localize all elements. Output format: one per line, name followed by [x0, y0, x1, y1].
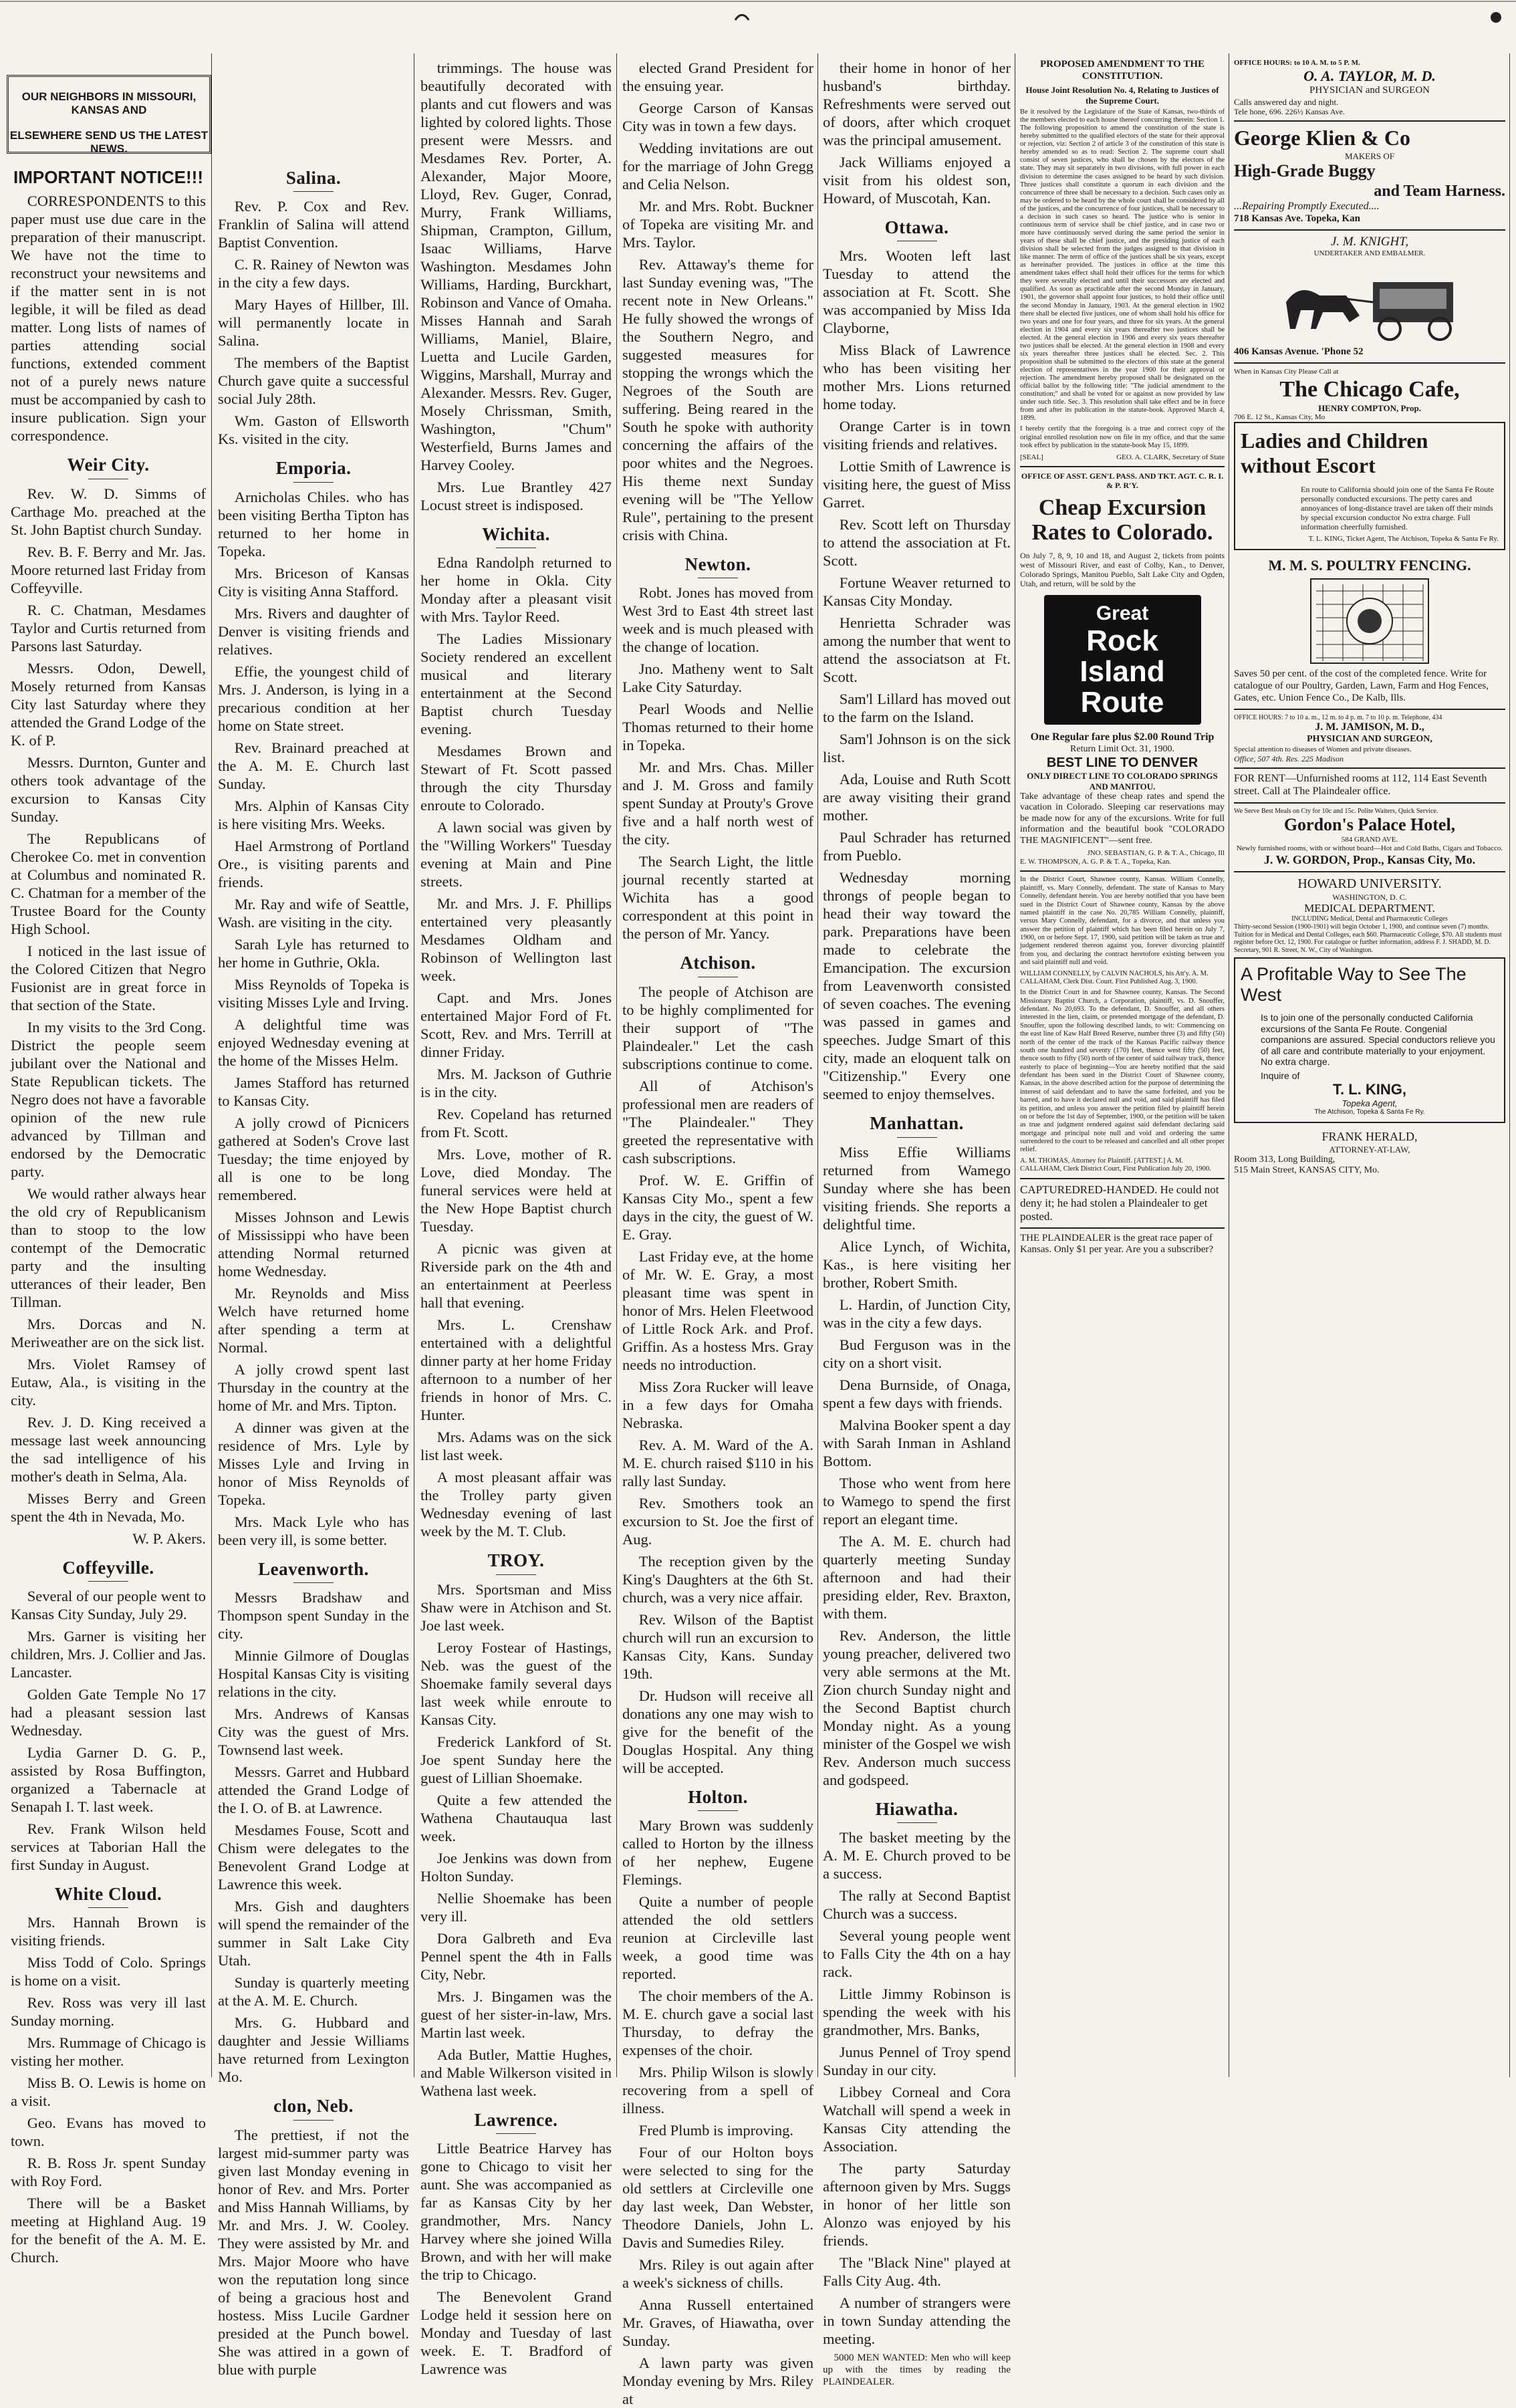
news-item: Quite a number of people attended the old settlers reunion at Circleville last week, a good time was reported. — [622, 1893, 813, 1983]
knight-address: 406 Kansas Avenue. 'Phone 52 — [1234, 346, 1364, 358]
news-item: Geo. Evans has moved to town. — [11, 2115, 206, 2150]
holton-items — [622, 1816, 813, 2408]
jamison-name: J. M. JAMISON, M. D., — [1315, 721, 1424, 733]
news-item: Mrs. Gish and daughters will spend the remainder of the summer in Salt Lake City Utah. — [218, 1898, 409, 1969]
great-race-paper: THE PLAINDEALER is the great race paper of Kansas. Only $1 per year. Are you a subscriber? — [1020, 1232, 1214, 1255]
news-item: Messrs. Durnton, Gunter and others took advantage of the excursion to Kansas City Sunday. — [11, 753, 206, 825]
ladies-signature: T. L. KING, Ticket Agent, The Atchison, Topeka & Santa Fe Ry. — [1308, 534, 1499, 543]
column-6 — [1020, 59, 1225, 2080]
heading-atchison: Atchison. — [622, 952, 813, 977]
news-item: Sunday is quarterly meeting at the A. M. E. Church. — [218, 1974, 409, 2010]
rock-body: Take advantage of these cheap rates and spend the vacation in Colorado. Sleeping car reservations may be made now for any of the excursions. Write for full information and the beautiful book "COLORADO THE MAGNIFICENT"—sent free. — [1020, 791, 1225, 846]
herald-address: 515 Main Street, KANSAS CITY, Mo. — [1234, 1165, 1380, 1176]
news-item: Miss Todd of Colo. Springs is home on a visit. — [11, 1954, 206, 1990]
news-item: Several young people went to Falls City the 4th on a hay rack. — [823, 1927, 1011, 1981]
news-item: Mr. Ray and wife of Seattle, Wash. are visiting in the city. — [218, 895, 409, 931]
news-item: Rev. Brainard preached at the A. M. E. Church last Sunday. — [218, 739, 409, 792]
profitable-body: Is to join one of the personally conducted California excursions of the Santa Fe Route. Congenial companions are assured. Special conductors relieve you of all care and contribute materially to your enjoyment. No extra charge. — [1261, 1012, 1495, 1068]
news-item: All of Atchison's professional men are readers of "The Plaindealer." They greeted the representative with cash subscriptions. — [622, 1077, 813, 1167]
news-item: Paul Schrader has returned from Pueblo. — [823, 829, 1011, 864]
col3-intro — [420, 59, 612, 514]
news-item: Wm. Gaston of Ellsworth Ks. visited in the city. — [218, 412, 409, 448]
klien-name: George Klien & Co — [1234, 126, 1410, 150]
news-item: Miss Reynolds of Topeka is visiting Misses Lyle and Irving. — [218, 975, 409, 1011]
news-item: The basket meeting by the A. M. E. Church proved to be a success. — [823, 1829, 1011, 1883]
news-item: Mrs. Philip Wilson is slowly recovering from a spell of illness. — [622, 2064, 813, 2117]
news-item: Sam'l Johnson is on the sick list. — [823, 731, 1011, 766]
profitable-name: T. L. KING, — [1333, 1081, 1406, 1098]
knight-title: UNDERTAKER AND EMBALMER. — [1313, 249, 1426, 258]
cafe-prop: HENRY COMPTON, Prop. — [1318, 402, 1421, 413]
news-item: Ada, Louise and Ruth Scott are away visiting their grand mother. — [823, 771, 1011, 824]
news-item: Miss Black of Lawrence who has been visiting her mother Mrs. Lions returned home today. — [823, 342, 1011, 413]
news-item: Last Friday eve, at the home of Mr. W. E. Gray, a most pleasant time was spent in honor of Mrs. Helen Fleetwood of Little Rock Ark. and Prof. Griffin. As a hostess Mrs. Gray needs no introduction. — [622, 1247, 813, 1373]
news-item: Quite a few attended the Wathena Chautauqua last week. — [420, 1791, 612, 1844]
leavenworth-items — [218, 1588, 409, 2086]
news-item: Rev. Copeland has returned from Ft. Scott. — [420, 1106, 612, 1141]
news-item: Mrs. Riley is out again after a week's sickness of chills. — [622, 2256, 813, 2292]
heading-leavenworth: Leavenworth. — [218, 1558, 409, 1583]
gordon-name: Gordon's Palace Hotel, — [1283, 815, 1456, 835]
cafe-when: When in Kansas City Please Call at — [1234, 367, 1339, 376]
news-item: A lawn social was given by the "Willing Workers" Tuesday evening at Main and Pine streets. — [420, 819, 612, 890]
ladies-body: En route to California should join one of the Santa Fe Route personally conducted excursions. The petty cares and annoyances of long-distance travel are taken off their minds by special excursion conductor No extra charge. Full information cheerfully furnished. — [1301, 484, 1494, 532]
fence-body: Saves 50 per cent. of the cost of the completed fence. Write for catalogue of our Poultry, Garden, Lawn, Farm and Hog Fences, Gates, etc. Union Fence Co., De Kalb, Ills. — [1234, 669, 1489, 703]
news-item: I noticed in the last issue of the Colored Citizen that Negro Fusionist are in great force in that section of the State. — [11, 942, 206, 1013]
news-item: Mary Hayes of Hillber, Ill. will permanently locate in Salina. — [218, 296, 409, 350]
news-item: Misses Berry and Green spent the 4th in Nevada, Mo. — [11, 1489, 206, 1525]
amendment-title: PROPOSED AMENDMENT TO THE CONSTITUTION. — [1039, 59, 1205, 82]
news-item: Mesdames Fouse, Scott and Chism were delegates to the Benevolent Grand Lodge at Lawrence this week. — [218, 1822, 409, 1893]
men-wanted: 5000 MEN WANTED: Men who will keep up with the times by reading the PLAINDEALER. — [823, 2353, 1011, 2388]
banner-line-2: ELSEWHERE SEND US THE LATEST NEWS. — [9, 129, 209, 155]
notice-title: IMPORTANT NOTICE!!! — [13, 167, 204, 187]
rock-signature-1: JNO. SEBASTIAN, G. P. & T. A., Chicago, Ill — [1087, 849, 1225, 858]
heading-manhattan: Manhattan. — [823, 1112, 1011, 1137]
taylor-phone: Tele hone, 696. 226½ Kansas Ave. — [1234, 106, 1345, 116]
column-1 — [11, 167, 206, 2266]
news-item: Minnie Gilmore of Douglas Hospital Kansas City is visiting relations in the city. — [218, 1647, 409, 1701]
column-5 — [823, 59, 1011, 2388]
taylor-title: PHYSICIAN and SURGEON — [1309, 84, 1430, 96]
rock-island-logo — [1044, 595, 1201, 725]
rock-best-line: BEST LINE TO DENVER — [1046, 755, 1198, 770]
news-item: Ada Butler, Mattie Hughes, and Mable Wilkerson visited in Wathena last week. — [420, 2046, 612, 2099]
news-item: James Stafford has returned to Kansas City. — [218, 1074, 409, 1109]
news-item: Arnicholas Chiles. who has been visiting Bertha Tipton has returned to her home in Topeka. — [218, 488, 409, 560]
gordon-serve: We Serve Best Meals on Cty for 10c and 15c. Polite Waiters, Quick Service. — [1234, 807, 1438, 815]
legal-notice-snouffer-sig: A. M. THOMAS, Attorney for Plaintiff. [ATTEST.] A. M. CALLAHAM, Clerk District Court, First Publication July 20, 1900. — [1020, 1157, 1211, 1173]
amendment-signature: GEO. A. CLARK, Secretary of State — [1116, 453, 1225, 461]
news-item: Jno. Matheny went to Salt Lake City Saturday. — [622, 660, 813, 696]
news-item: Dora Galbreth and Eva Pennel spent the 4th in Falls City, Nebr. — [420, 1929, 612, 1983]
gordon-prop: J. W. GORDON, Prop., Kansas City, Mo. — [1263, 852, 1476, 866]
news-item: Mrs. Sportsman and Miss Shaw were in Atchison and St. Joe last week. — [420, 1580, 612, 1634]
col4-intro — [622, 59, 813, 544]
weir-signature: W. P. Akers. — [132, 1530, 206, 1547]
profitable-ad-box — [1234, 957, 1505, 1123]
news-item: elected Grand President for the ensuing year. — [622, 59, 813, 94]
news-item: Dr. Hudson will receive all donations any one may wish to give for the benefit of the Douglas Hospital. Any thing will be accepted. — [622, 1687, 813, 1776]
banner-box — [7, 75, 211, 154]
legal-notice-connelly: In the District Court, Shawnee county, Kansas. William Connelly, plaintiff, vs. Mary Connelly, defendant. The state of Kansas to Mary Connelly, defendant herein. You are hereby notified that you have been sued in the District Court of Shawnee county, Kansas by the above named plaintiff in the case No. 20,785 William Connelly, plaintiff, versus Mary Connelly, defendant, for a divorce, and that unless you answer the petition of plaintiff which has been filed herein on July 7, 1900, on or before Sept. 17, 1900, said petition will be taken as true and judgement rendered thereon against you, forever divorcing plaintiff from you, and declaring the contract heretofore existing between you and said plaintiff null and void. — [1020, 876, 1225, 967]
news-item: Rev. Smothers took an excursion to St. Joe the first of Aug. — [622, 1494, 813, 1548]
salina-items — [218, 197, 409, 448]
news-item: Effie, the youngest child of Mrs. J. Anderson, is lying in a precarious condition at her home on State street. — [218, 663, 409, 734]
news-item: Mrs. Briceson of Kansas City is visiting Anna Stafford. — [218, 564, 409, 600]
weir-items — [11, 485, 206, 1526]
column-4 — [622, 59, 813, 2408]
klien-team: and Team Harness. — [1374, 182, 1505, 200]
news-item: Jack Williams enjoyed a visit from his oldest son, Howard, of Muscotah, Kan. — [823, 154, 1011, 207]
news-item: Junus Pennel of Troy spend Sunday in our city. — [823, 2044, 1011, 2079]
taylor-calls: Calls answered day and night. — [1234, 96, 1339, 107]
klien-grade: High-Grade Buggy — [1234, 161, 1376, 181]
coffeyville-items — [11, 1587, 206, 1874]
news-item: Rev. Attaway's theme for last Sunday evening was, "The recent note in New Orleans." He fully showed the wrongs of the Southern Negro, and suggested measures for stopping the wrongs which the Negroes of the South are suffering. Being reared in the South he spoke with authority concerning the affairs of the poor whites and the Negroes. His theme next Sunday evening will be "The Yellow Rule", pertaining to the present crisis with China. — [622, 256, 813, 544]
ottawa-items — [823, 247, 1011, 1103]
news-item: Rev. Ross was very ill last Sunday morning. — [11, 1994, 206, 2030]
news-item: The prettiest, if not the largest mid-summer party was given last Monday evening in honor of Rev. and Mrs. Porter and Miss Hannah Williams, by Mr. and Mrs. J. W. Cooley. They were assisted by Mr. and Mrs. Major Moore who have won the reputation long since of being a gracious host and hostess. Miss Lucile Gardner presided at the Punch bowel. She was attired in a gown of blue with purple — [218, 2126, 409, 2378]
news-item: Those who went from here to Wamego to spend the first report an elegant time. — [823, 1474, 1011, 1528]
news-item: Alice Lynch, of Wichita, Kas., is here visiting her brother, Robert Smith. — [823, 1237, 1011, 1291]
cheap-rates-body: On July 7, 8, 9, 10 and 18, and August 2, tickets from points west of Missouri River, and east of Colby, Kan., to Denver, Colorado Springs, Manitou Pueblo, Salt Lake City and Ogden, Utah, and return, will be sold by the — [1020, 550, 1225, 589]
news-item: Rev. Anderson, the little young preacher, delivered two very able sermons at the Mt. Zion church Sunday night and the Second Baptist church Monday night. As a young minister of the Gospel we wish Rev. Anderson much success and godspeed. — [823, 1627, 1011, 1788]
top-edge-artifact — [0, 0, 1516, 27]
klien-address: 718 Kansas Ave. Topeka, Kan — [1234, 213, 1360, 225]
gordon-address: 584 GRAND AVE. — [1341, 836, 1398, 844]
news-item: The people of Atchison are to be highly complimented for their support of "The Plaindealer." Let the cash subscriptions continue to come. — [622, 983, 813, 1072]
news-item: Orange Carter is in town visiting friends and relatives. — [823, 418, 1011, 453]
news-item: Mrs. Alphin of Kansas City is here visiting Mrs. Weeks. — [218, 797, 409, 832]
profitable-railway: The Atchison, Topeka & Santa Fe Ry. — [1314, 1108, 1425, 1116]
amendment-subtitle: House Joint Resolution No. 4, Relating to Justices of the Supreme Court. — [1025, 85, 1219, 106]
news-item: A number of strangers were in town Sunday attending the meeting. — [823, 2294, 1011, 2348]
news-item: A dinner was given at the residence of Mrs. Lyle by Misses Lyle and Irving in honor of Miss Reynolds of Topeka. — [218, 1419, 409, 1508]
news-item: In my visits to the 3rd Cong. District the people seem jubilant over the National and State Republican tickets. The Negro does not have a favorable opinion of the new rule advanced by Tillman and endorsed by the Democratic party. — [11, 1018, 206, 1180]
column-3 — [420, 59, 612, 2378]
news-item: Mr. and Mrs. Chas. Miller and J. M. Gross and family spent Sunday at Prouty's Grove five and a half north west of the city. — [622, 759, 813, 848]
heading-newton: Newton. — [622, 554, 813, 578]
heading-ottawa: Ottawa. — [823, 217, 1011, 241]
news-item: Mesdames Brown and Stewart of Ft. Scott passed through the city Thursday enroute to Colorado. — [420, 743, 612, 814]
captured-red-handed: CAPTUREDRED-HANDED. He could not deny it; he had stolen a Plaindealer to get posted. — [1020, 1183, 1219, 1223]
cafe-address: 706 E. 12 St., Kansas City, Mo — [1234, 413, 1325, 422]
news-item: Robt. Jones has moved from West 3rd to East 4th street last week and is much pleased with the change of location. — [622, 584, 813, 656]
herald-title: ATTORNEY-AT-LAW, — [1329, 1144, 1410, 1155]
news-item: Rev. Scott left on Thursday to attend the association at Ft. Scott. — [823, 516, 1011, 570]
news-item: Malvina Booker spent a day with Sarah Inman in Ashland Bottom. — [823, 1416, 1011, 1469]
news-item: The Search Light, the little journal recently started at Wichita has a good correspondent at this point in the person of Mr. Yancy. — [622, 853, 813, 943]
ladies-title: Ladies and Children without Escort — [1241, 429, 1428, 477]
emporia-items — [218, 488, 409, 1549]
news-item: Libbey Corneal and Cora Watchall will spend a week in Kansas City attending the Association. — [823, 2084, 1011, 2155]
jamison-address: Office, 507 4th. Res. 225 Madison — [1234, 753, 1344, 763]
howard-name: HOWARD UNIVERSITY. — [1297, 876, 1442, 892]
herald-room: Room 313, Long Building, — [1234, 1154, 1336, 1165]
news-item: Henrietta Schrader was among the number that went to attend the associatson at Ft. Scott. — [823, 614, 1011, 686]
news-item: A jolly crowd of Picnicers gathered at Soden's Crove last Tuesday; the time enjoyed by all is one to be long remembered. — [218, 1114, 409, 1203]
news-item: Mrs. Andrews of Kansas City was the guest of Mrs. Townsend last week. — [218, 1705, 409, 1759]
news-item: Pearl Woods and Nellie Thomas returned to their home in Topeka. — [622, 701, 813, 754]
news-item: The Ladies Missionary Society rendered an excellent musical and literary entertainment at the Second Baptist church Tuesday evening. — [420, 630, 612, 738]
news-item: R. C. Chatman, Mesdames Taylor and Curtis returned from Parsons last Saturday. — [11, 601, 206, 654]
cheap-rates-headline: Cheap Excursion Rates to Colorado. — [1031, 495, 1213, 546]
news-item: Rev. A. M. Ward of the A. M. E. church raised $110 in his rally last Sunday. — [622, 1436, 813, 1489]
news-item: Mrs. Dorcas and N. Meriweather are on the sick list. — [11, 1315, 206, 1350]
news-item: Lottie Smith of Lawrence is visiting here, the guest of Miss Garret. — [823, 458, 1011, 511]
profitable-inquire: Inquire of — [1261, 1070, 1300, 1081]
news-item: Leroy Fostear of Hastings, Neb. was the guest of the Shoemake family several days last week while enroute to Kansas City. — [420, 1639, 612, 1728]
profitable-agent: Topeka Agent, — [1342, 1098, 1398, 1109]
news-item: Little Jimmy Robinson is spending the week with his grandmother, Mrs. Banks, — [823, 1985, 1011, 2039]
news-item: Several of our people went to Kansas City Sunday, July 29. — [11, 1587, 206, 1622]
legal-notice-connelly-sig: WILLIAM CONNELLY, by CALVIN NACHOLS, his Att'y. A. M. CALLAHAM, Clerk Dist. Court. First Published Aug. 3, 1900. — [1020, 969, 1209, 985]
hiawatha-items — [823, 1828, 1011, 2348]
howard-dept: MEDICAL DEPARTMENT. — [1304, 901, 1435, 915]
amendment-certification: I hereby certify that the foregoing is a true and correct copy of the original enrolled resolution now on file in my office, and that the same took effect by publication in the statute-book May 15, 1899. — [1020, 425, 1225, 450]
news-item: Mr. and Mrs. Robt. Buckner of Topeka are visiting Mr. and Mrs. Taylor. — [622, 198, 813, 251]
legal-notice-snouffer: In the District Court in and for Shawnee county, Kansas. The Second Missionary Baptist Church, a Corporation, plaintiff, vs. D. Snouffer, defendant. No 20,693. To the defendant, D. Snouffer, and all others interested in the lien, claim, or pretended mortgage of the defendant, D. Snouffer, upon the following described lands, to wit: Commencing on the east line of Kaw Half Breed Reserve, number three (3) and fifty (50) north of the center of the track of the Kansas Pacific railway thence south one hundred and seventy (170) feet, thence west fifty (50) feet, thence south to fifty (50) north of the center of said railway track, thence easterly to place of beginning—You are hereby notified that the said defendant has been sued in the District Court of Shawnee county, Kansas, in the above described action for the purpose of determining the interest of said defendant and to have the same forfeited, and you be barred, and to have it declared null and void, and said plaintiff has filed its petition, and unless you answer the petition filed by plaintiff herein on or before the 1st day of September, 1900, or the petition will be taken as true and judgment rendered against said defendant declaring said mortgage and principal note null and void and ordering the same surrendered to the court to be released and cancelled and all other proper relief. — [1020, 989, 1225, 1154]
news-item: Sarah Lyle has returned to her home in Guthrie, Okla. — [218, 935, 409, 971]
notice-text: CORRESPONDENTS to this paper must use due care in the preparation of their manuscript. We have not the time to reconstruct your newsitems and if the matter sent in is not legible, it will be filed as dead matter. Long lists of names of parties attending social functions, extended comment not of a purely news nature must be accompanied by cash to insure publication. Sign your correspondence. — [11, 193, 206, 445]
news-item: Mrs. Violet Ramsey of Eutaw, Ala., is visiting in the city. — [11, 1355, 206, 1409]
news-item: Prof. W. E. Griffin of Kansas City Mo., spent a few days in the city, the guest of W. E. Gray. — [622, 1171, 813, 1243]
news-item: Fred Plumb is improving. — [638, 2122, 794, 2139]
news-item: Mrs. G. Hubbard and daughter and Jessie Williams have returned from Lexington Mo. — [218, 2014, 409, 2086]
manhattan-items — [823, 1143, 1011, 1789]
heading-salina: Salina. — [218, 167, 409, 192]
lawrence-items — [420, 2139, 612, 2378]
news-item: Miss Effie Williams returned from Wamego Sunday where she has been visiting friends. She reports a delightful time. — [823, 1143, 1011, 1233]
wichita-items — [420, 554, 612, 1540]
news-item: A jolly crowd spent last Thursday in the country at the home of Mr. and Mrs. Tipton. — [218, 1360, 409, 1414]
news-item: Capt. and Mrs. Jones entertained Major Ford of Ft. Scott, Rev. and Mrs. Terrill at dinner Friday. — [420, 989, 612, 1061]
news-item: Mrs. Garner is visiting her children, Mrs. J. Collier and Jas. Lancaster. — [11, 1627, 206, 1681]
news-item: Rev. Wilson of the Baptist church will run an excursion to Kansas City, Kans. Sunday 19th. — [622, 1610, 813, 1682]
news-item: Mrs. Rivers and daughter of Denver is visiting friends and relatives. — [218, 604, 409, 658]
col5-intro — [823, 59, 1011, 207]
herald-name: FRANK HERALD, — [1321, 1130, 1418, 1144]
news-item: The Republicans of Cherokee Co. met in convention at Columbus and nominated R. C. Chatman for a member of the Trustee Board for the County High School. — [11, 830, 206, 937]
news-item: Four of our Holton boys were selected to sing for the old settlers at Circleville one day last week, Dan Webster, Theodore Daniels, John L. Davis and Sumedies Riley. — [622, 2144, 813, 2252]
news-item: Anna Russell entertained Mr. Graves, of Hiawatha, over Sunday. — [622, 2296, 813, 2350]
howard-body: Thirty-second Session (1900-1901) will begin October 1, 1900, and continue seven (7) months. Tuition for in Medical and Dental Colleges, each $60. Pharmaceutic College, $70. All students must register before Oct. 12, 1900. For catalogue or further information, address F. J. SHADD, M. D. Secretary, 901 R. Street, N. W., City of Washington. — [1234, 923, 1502, 955]
news-item: A lawn party was given Monday evening by Mrs. Riley at — [622, 2355, 813, 2408]
news-item: Sam'l Lillard has moved out to the farm on the Island. — [823, 691, 1011, 726]
cafe-name: The Chicago Cafe, — [1279, 376, 1460, 402]
howard-including: INCLUDING Medical, Dental and Pharmaceutic Colleges — [1291, 915, 1448, 923]
news-item: Frederick Lankford of St. Joe spent Sunday here the guest of Lillian Shoemake. — [420, 1733, 612, 1786]
rock-limit: Return Limit Oct. 31, 1900. — [1070, 744, 1174, 755]
rock-only-line: ONLY DIRECT LINE TO COLORADO SPRINGS AND MANITOU. — [1027, 771, 1218, 792]
jamison-body: Special attention to diseases of Women and private diseases. — [1234, 745, 1412, 753]
news-item: Mary Brown was suddenly called to Horton by the illness of her nephew, Eugene Flemings. — [622, 1817, 813, 1889]
news-item: George Carson of Kansas City was in town a few days. — [622, 100, 813, 134]
news-item: Hael Armstrong of Portland Ore., is visiting parents and friends. — [218, 837, 409, 890]
news-item: A delightful time was enjoyed Wednesday evening at the home of the Misses Helm. — [218, 1015, 409, 1069]
news-item: Messrs. Odon, Dewell, Mosely returned from Kansas City last Saturday where they attended the Grand Lodge of the K. of P. — [11, 659, 206, 749]
news-item: Mrs. Wooten left last Tuesday to attend the association at Ft. Scott. She was accompanied by Miss Ida Clayborne, — [823, 247, 1011, 337]
heading-coffeyville: Coffeyville. — [11, 1557, 206, 1582]
news-item: The Benevolent Grand Lodge held it session here on Monday and Tuesday of last week. E. T. Bradford of Lawrence was — [420, 2288, 612, 2378]
rock-island-office: OFFICE OF ASST. GEN'L PASS. AND TKT. AGT. C. R. I. & P. R'Y. — [1021, 471, 1224, 490]
klien-repair: ...Repairing Promptly Executed.... — [1234, 201, 1380, 213]
jamison-title: PHYSICIAN AND SURGEON, — [1307, 734, 1432, 745]
news-item: Wednesday morning throngs of people began to head their way toward the park. Preparations have been made to celebrate the Emancipation. The excursion from Leavenworth consisted of seven coaches. The evening was passed in games and speeches. Judge Smart of this city, made an eloquent talk on "Citizenship." Every one seemed to enjoy themselves. — [823, 869, 1011, 1103]
rock-route: Route — [1080, 686, 1164, 719]
news-item: Rev. P. Cox and Rev. Franklin of Salina will attend Baptist Convention. — [218, 198, 409, 251]
news-item: Messrs Bradshaw and Thompson spent Sunday in the city. — [218, 1589, 409, 1643]
taylor-name: O. A. TAYLOR, M. D. — [1303, 67, 1436, 84]
news-item: Nellie Shoemake has been very ill. — [420, 1889, 612, 1925]
news-item: The reception given by the King's Daughters at the 6th St. church, was a very nice affair. — [622, 1552, 813, 1606]
news-item: A most pleasant affair was the Trolley party given Wednesday evening of last week by the M. T. Club. — [420, 1469, 612, 1540]
news-item: Miss B. O. Lewis is home on a visit. — [11, 2074, 206, 2110]
klien-makers: MAKERS OF — [1344, 150, 1395, 161]
news-item: Golden Gate Temple No 17 had a pleasant session last Wednesday. — [11, 1685, 206, 1739]
news-item: The A. M. E. church had quarterly meeting Sunday afternoon and had their presiding elder, Rev. Braxton, with them. — [823, 1532, 1011, 1622]
news-item: Wedding invitations are out for the marriage of John Gregg and Celia Nelson. — [622, 140, 813, 193]
fence-title: M. M. S. POULTRY FENCING. — [1268, 556, 1471, 574]
heading-white-cloud: White Cloud. — [11, 1883, 206, 1908]
profitable-title: A Profitable Way to See The West — [1241, 964, 1467, 1005]
heading-wichita: Wichita. — [420, 523, 612, 548]
amendment-seal: [SEAL] — [1020, 453, 1043, 461]
news-item: Lydia Garner D. G. P., assisted by Rosa Buffington, organized a Tabernacle at Senapah I. T. last week. — [11, 1743, 206, 1815]
news-item: Misses Johnson and Lewis of Mississippi who have been attending Normal returned home Wednesday. — [218, 1208, 409, 1280]
column-7 — [1234, 59, 1505, 2080]
news-item: Miss Zora Rucker will leave in a few days for Omaha Nebraska. — [622, 1378, 813, 1431]
for-rent: FOR RENT—Unfurnished rooms at 112, 114 East Seventh street. Call at The Plaindealer office. — [1234, 772, 1487, 797]
news-item: Rev. W. D. Simms of Carthage Mo. preached at the St. John Baptist church Sunday. — [11, 485, 206, 538]
news-item: The party Saturday afternoon given by Mrs. Suggs in honor of her little son Alonzo was enjoyed by his friends. — [823, 2160, 1011, 2250]
lincoln-items — [218, 2126, 409, 2379]
news-item: There will be a Basket meeting at Highland Aug. 19 for the benefit of the A. M. E. Church. — [11, 2195, 206, 2266]
white-cloud-items — [11, 1913, 206, 2266]
rock-great: Great — [1096, 602, 1149, 625]
news-item: Mrs. Rummage of Chicago is visting her mother. — [11, 2034, 206, 2070]
heading-weir-city: Weir City. — [11, 454, 206, 479]
news-item: Rev. J. D. King received a message last week announcing the sad intelligence of his mother's death in Selma, Ala. — [11, 1413, 206, 1485]
news-item: Mr. Reynolds and Miss Welch have returned home after spending a term at Normal. — [218, 1284, 409, 1356]
gordon-body: Newly furnished rooms, with or without board—Hot and Cold Baths, Cigars and Tobacco. — [1236, 844, 1503, 853]
news-item: Joe Jenkins was down from Holton Sunday. — [420, 1849, 612, 1885]
rock-name: Rock Island — [1080, 624, 1165, 688]
heading-emporia: Emporia. — [218, 457, 409, 482]
heading-holton: Holton. — [622, 1786, 813, 1811]
news-item: Mrs. Lue Brantley 427 Locust street is indisposed. — [420, 479, 612, 513]
news-item: C. R. Rainey of Newton was in the city a few days. — [218, 256, 409, 291]
ladies-ad-box — [1234, 422, 1505, 550]
jamison-hours: OFFICE HOURS: 7 to 10 a. m., 12 m. to 4 p. m. 7 to 10 p. m. Telephone, 434 — [1234, 713, 1442, 721]
news-item: The members of the Baptist Church gave quite a successful social July 28th. — [218, 354, 409, 408]
news-item: their home in honor of her husband's birthday. Refreshments were served out of doors, after which croquet was the principal amusement. — [823, 59, 1011, 148]
hearse-illustration — [1273, 262, 1467, 342]
news-item: Bud Ferguson was in the city on a short visit. — [823, 1336, 1011, 1371]
howard-city: WASHINGTON, D. C. — [1332, 892, 1407, 902]
news-item: Mrs. J. Bingamen was the guest of her sister-in-law, Mrs. Martin last week. — [420, 1988, 612, 2041]
rock-signature-2: E. W. THOMPSON, A. G. P. & T. A., Topeka, Kan. — [1020, 858, 1172, 866]
news-item: The "Black Nine" played at Falls City Aug. 4th. — [823, 2254, 1011, 2290]
news-item: Mrs. L. Crenshaw entertained with a delightful dinner party at her home Friday afternoon to a number of her friends in honor of Mrs. C. Hunter. — [420, 1316, 612, 1424]
news-item: Mrs. Love, mother of R. Love, died Monday. The funeral services were held at the New Hope Baptist church Tuesday. — [420, 1146, 612, 1235]
heading-lincoln: clon, Neb. — [218, 2095, 409, 2120]
news-item: The rally at Second Baptist Church was a success. — [823, 1887, 1011, 1923]
heading-troy: TROY. — [420, 1550, 612, 1574]
news-item: Mr. and Mrs. J. F. Phillips entertained very pleasantly Mesdames Oldham and Robinson of Wellington last week. — [420, 895, 612, 985]
newton-items — [622, 584, 813, 943]
atchison-items — [622, 983, 813, 1777]
taylor-hours: OFFICE HOURS: to 10 A. M. to 5 P. M. — [1234, 59, 1360, 67]
news-item: We would rather always hear the old cry of Republicanism than to stoop to the low contempt of the Democratic party and the insulting utterances of their leader, Ben Tillman. — [11, 1185, 206, 1310]
amendment-body: Be it resolved by the Legislature of the State of Kansas, two-thirds of the members elected to each house thereof concurring therein: Section 1. The following proposition to amend the constitution of the state is hereby submitted to the qualified electors of the state for their approval or rejection, viz: Section 2 of article 3 of the constitution of this state is hereby amended so as to read: Section 2. The supreme court shall consist of seven justices, who shall be chosen by the electors of the state. They may sit separately in two divisions, with full power in each division to determine the cases assigned to be heard by such division. Three justices shall constitute a quorum in each division and the concurrence of three shall be necessary to a decision. Such cases only as may be ordered to be heard by the whole court shall be considered by all of the justices, and the concurrence of four justices, shall be necessary to a decision in such cases so heard. The justice who is senior in continuous term of service shall be chief justice, and in case two or more have continuously served during the same period the senior in years of these shall be chief justice, and the presiding justice of each division shall be selected from the judges assigned to that division in like manner. The term of office of the justices shall be six years, except as hereinafter provided. The justices in office at the time this amendment takes effect shall hold their offices for the terms for which they were severally elected and until their successors are elected and qualified. As soon as practicable after the second Monday in January, 1901, the governor shall appoint four justices, to hold their office until the second Monday in January, 1903. At the general election in 1902 there shall be elected five justices, one of whom shall hold his office for two years and one for four years, and three for six years. At the general election in 1904 and every six years thereafter two justices shall be elected. At the general election in 1906 and every six years thereafter two justices shall be elected. At the general election in 1908 and every six years thereafter three justices shall be elected. Sec. 2. This proposition shall be submitted to the electors of this state at the general election of representatives in the year 1900 for their approval or rejection. The amendment hereby proposed shall be designated on the official ballot by the following title: "The judicial amendment to the constitution;" and shall be voted for or against as now provided by law under such title. Sec. 3. This resolution shall take effect and be in force from and after its publication in the statute-book. Approved March 4, 1899. — [1020, 108, 1225, 423]
news-item: Rev. B. F. Berry and Mr. Jas. Moore returned last Friday from Coffeyville. — [11, 543, 206, 596]
heading-lawrence: Lawrence. — [420, 2109, 612, 2134]
rock-rate: One Regular fare plus $2.00 Round Trip — [1030, 731, 1215, 743]
news-item: Dena Burnside, of Onaga, spent a few days with friends. — [823, 1376, 1011, 1411]
news-item: Little Beatrice Harvey has gone to Chicago to visit her aunt. She was accompanied as far as Kansas City by her grandmother, Mrs. Nancy Harvey where she joined Willa Brown, and with her will make the trip to Chicago. — [420, 2140, 612, 2284]
column-2 — [218, 167, 409, 2378]
banner-line-1: OUR NEIGHBORS IN MISSOURI, KANSAS AND — [21, 90, 197, 116]
news-item: Messrs. Garret and Hubbard attended the Grand Lodge of the I. O. of B. at Lawrence. — [218, 1764, 409, 1817]
troy-items — [420, 1580, 612, 2100]
news-item: Edna Randolph returned to her home in Okla. City Monday after a pleasant visit with Mrs. Taylor Reed. — [420, 554, 612, 626]
news-item: The choir members of the A. M. E. church gave a social last Thursday, to defray the expenses of the choir. — [622, 1988, 813, 2059]
news-item: Rev. Frank Wilson held services at Taborian Hall the first Sunday in August. — [11, 1820, 206, 1873]
news-item: Mrs. Mack Lyle who has been very ill, is some better. — [218, 1513, 409, 1548]
news-item: trimmings. The house was beautifully decorated with plants and cut flowers and was lighted by colored lights. Those present were Messrs. and Mesdames Rev. Porter, A. Alexander, Major Moore, Lloyd, Rev. Guger, Conrad, Murry, Frank Williams, Shipman, Crampton, Gillum, Isaac Williams, Harve Washington. Mesdames John Williams, Harding, Burckhart, Robinson and Vance of Omaha. Misses Hannah and Sarah Williams, Maniel, Blaire, Luetta and Lucile Garden, Wiggins, Marshall, Murray and Alexander. Messrs. Rev. Guger, Mosely Chrissman, Smith, Washington, "Chum" Westerfield, Burns James and Harvey Cooley. — [420, 59, 612, 473]
news-item: Fortune Weaver returned to Kansas City Monday. — [823, 574, 1011, 610]
news-item: Mrs. Adams was on the sick list last week. — [420, 1429, 612, 1464]
knight-name: J. M. KNIGHT, — [1330, 234, 1409, 249]
news-item: R. B. Ross Jr. spent Sunday with Roy Ford. — [11, 2155, 206, 2190]
news-item: L. Hardin, of Junction City, was in the city a few days. — [823, 1296, 1011, 1331]
heading-hiawatha: Hiawatha. — [823, 1798, 1011, 1823]
fence-illustration — [1309, 578, 1430, 665]
news-item: A picnic was given at Riverside park on the 4th and an entertainment at Peerless hall that evening. — [420, 1240, 612, 1312]
news-item: Mrs. M. Jackson of Guthrie is in the city. — [420, 1066, 612, 1101]
news-item: Mrs. Hannah Brown is visiting friends. — [11, 1914, 206, 1949]
